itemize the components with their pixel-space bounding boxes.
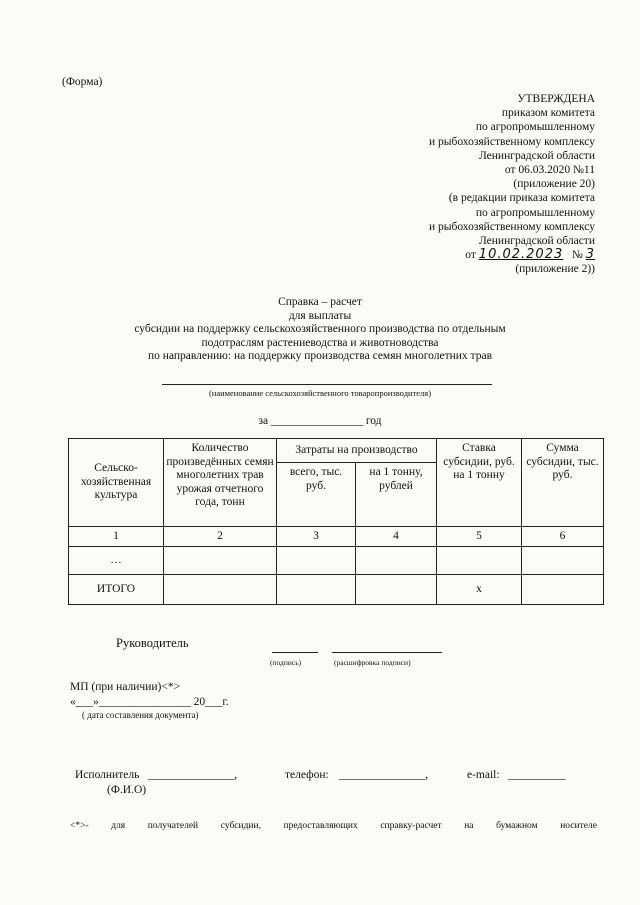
signature-line[interactable] [272, 652, 318, 653]
footnote-word: бумажном [496, 821, 538, 831]
table-cell[interactable]: … [69, 547, 164, 575]
approval-block [429, 92, 595, 277]
phone-label: телефон: [285, 769, 329, 781]
column-number: 4 [356, 527, 437, 547]
header-sum: Сумма субсидии, тыс. руб. [522, 439, 604, 527]
header-quantity: Количество произведённых семян многолетних трав урожая отчетного года, тонн [164, 439, 277, 527]
footnote-word: носителе [560, 821, 597, 831]
title-line: субсидии на поддержку сельскохозяйственного производства по отдельным [134, 323, 506, 336]
date-caption: ( дата составления документа) [82, 710, 199, 720]
approval-line: приказом комитета [501, 107, 595, 120]
table-cell[interactable] [522, 547, 604, 575]
title-line: Справка – расчет [278, 296, 362, 308]
column-number: 6 [522, 527, 604, 547]
header-costs-per-ton: на 1 тонну, рублей [356, 463, 437, 527]
footnote [70, 821, 597, 831]
email-field[interactable]: __________ [508, 769, 566, 781]
manager-label: Руководитель [116, 636, 189, 650]
approval-line: по агропромышленному [475, 121, 595, 134]
title-line: для выплаты [288, 309, 352, 322]
header-crop: Сельско-хозяйственная культура [69, 439, 164, 527]
approval-line: (в редакции приказа комитета [448, 192, 595, 205]
table-cell[interactable] [437, 547, 522, 575]
year-field[interactable]: за ________________ год [258, 415, 382, 427]
total-cell[interactable] [277, 575, 356, 605]
title-line: по направлению: на поддержку производства семян многолетних трав [147, 350, 492, 363]
handwritten-number: 3 [585, 247, 595, 263]
column-number: 2 [164, 527, 277, 547]
footnote-word: <*>- [70, 821, 89, 831]
producer-caption: (наименование сельскохозяйственного товаропроизводителя) [208, 388, 432, 398]
subsidy-table [68, 438, 604, 605]
footnote-word: справку-расчет [380, 821, 442, 831]
handwritten-date: 10.02.2023 [478, 247, 564, 263]
date-field[interactable]: «___»________________ 20___г. [70, 696, 229, 708]
title-line: подотраслям растениеводства и животноводства [201, 336, 439, 349]
amendment-line [429, 248, 595, 262]
amendment-prefix: от [465, 249, 476, 262]
executor-field[interactable]: _______________, [148, 769, 238, 781]
header-costs-total: всего, тыс. руб. [277, 463, 356, 527]
approval-line: (приложение 20) [513, 178, 595, 191]
total-cell[interactable] [522, 575, 604, 605]
amendment-number-label: № [571, 249, 583, 262]
approval-line: по агропромышленному [475, 206, 595, 219]
stamp-place: МП (при наличии)<*> [70, 681, 181, 693]
column-number: 5 [437, 527, 522, 547]
column-number: 3 [277, 527, 356, 547]
approval-line: УТВЕРЖДЕНА [517, 93, 595, 105]
footnote-word: получателей [147, 821, 199, 831]
signature-decode-caption: (расшифровка подписи) [334, 658, 411, 667]
total-cell[interactable] [356, 575, 437, 605]
phone-field[interactable]: _______________, [339, 769, 429, 781]
table-cell[interactable] [356, 547, 437, 575]
total-cell[interactable] [164, 575, 277, 605]
approval-line: Ленинградской области [478, 149, 595, 162]
document-title [0, 296, 640, 364]
form-label: (Форма) [62, 76, 103, 88]
header-costs: Затраты на производство [277, 439, 437, 463]
signature-caption: (подпись) [270, 658, 302, 667]
signature-decode-line[interactable] [332, 652, 442, 653]
total-label: ИТОГО [69, 575, 164, 605]
approval-line: (приложение 2)) [515, 263, 595, 276]
footnote-word: для [111, 821, 126, 831]
approval-line: и рыбохозяйственному комплексу [428, 220, 595, 233]
producer-name-line[interactable] [162, 384, 492, 385]
approval-line: и рыбохозяйственному комплексу [428, 135, 595, 148]
footnote-word: на [464, 821, 474, 831]
table-cell[interactable] [164, 547, 277, 575]
executor-fio-caption: (Ф.И.О) [107, 784, 147, 796]
approval-line: от 06.03.2020 №11 [504, 164, 595, 177]
footnote-word: предоставляющих [283, 821, 358, 831]
email-label: e-mail: [467, 769, 500, 781]
executor-label: Исполнитель [75, 769, 140, 781]
total-cell: х [437, 575, 522, 605]
column-number: 1 [69, 527, 164, 547]
approval-line: Ленинградской области [478, 235, 595, 248]
header-rate: Ставка субсидии, руб. на 1 тонну [437, 439, 522, 527]
footnote-word: субсидии, [220, 821, 261, 831]
table-cell[interactable] [277, 547, 356, 575]
